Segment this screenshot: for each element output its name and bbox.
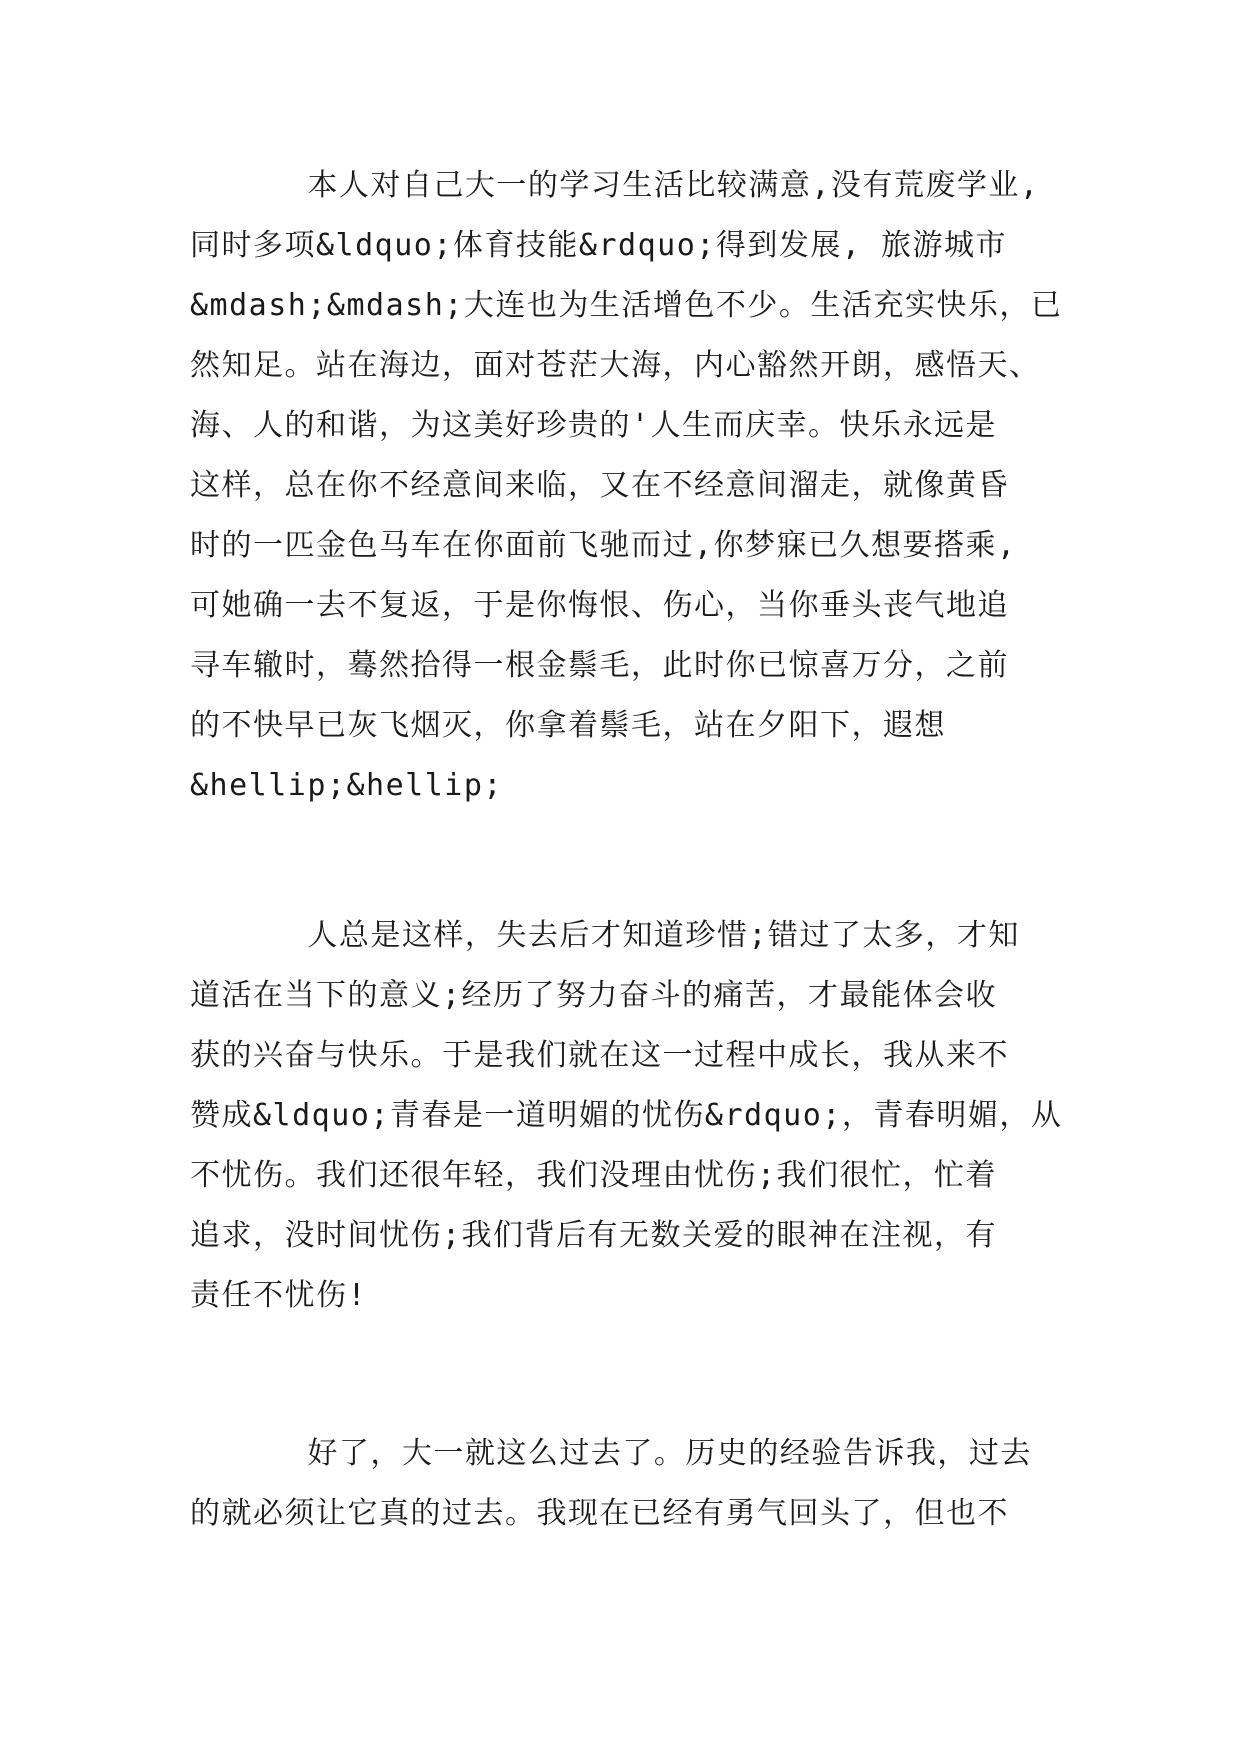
text-line: 的就必须让它真的过去。我现在已经有勇气回头了，但也不 xyxy=(190,1496,1009,1531)
text-line: 获的兴奋与快乐。于是我们就在这一过程中成长，我从来不 xyxy=(190,1038,1009,1073)
paragraph-1 xyxy=(190,156,1063,816)
text-line: 不忧伤。我们还很年轻，我们没理由忧伤;我们很忙，忙着 xyxy=(190,1158,998,1193)
text-line: 海、人的和谐，为这美好珍贵的'人生而庆幸。快乐永远是 xyxy=(190,408,998,443)
text-line: 寻车辙时，蓦然拾得一根金鬃毛，此时你已惊喜万分，之前 xyxy=(190,648,1009,683)
text-line: 这样，总在你不经意间来临，又在不经意间溜走，就像黄昏 xyxy=(190,468,1009,503)
paragraph-2 xyxy=(190,906,1063,1326)
text-line: &mdash;&mdash;大连也为生活增色不少。生活充实快乐，已 xyxy=(190,288,1063,323)
text-line: 好了，大一就这么过去了。历史的经验告诉我，过去 xyxy=(190,1436,1032,1471)
text-line: 本人对自己大一的学习生活比较满意,没有荒废学业, xyxy=(190,168,1040,203)
text-line: 赞成&ldquo;青春是一道明媚的忧伤&rdquo;，青春明媚，从 xyxy=(190,1098,1063,1133)
text-line: 然知足。站在海边，面对苍茫大海，内心豁然开朗，感悟天、 xyxy=(190,348,1041,383)
text-line: 道活在当下的意义;经历了努力奋斗的痛苦，才最能体会收 xyxy=(190,978,998,1013)
text-line: 责任不忧伤! xyxy=(190,1278,368,1313)
text-line: 人总是这样，失去后才知道珍惜;错过了太多，才知 xyxy=(190,918,1020,953)
text-line: 可她确一去不复返，于是你悔恨、伤心，当你垂头丧气地追 xyxy=(190,588,1009,623)
text-line: 同时多项&ldquo;体育技能&rdquo;得到发展, 旅游城市 xyxy=(190,228,1007,263)
text-line: 追求，没时间忧伤;我们背后有无数关爱的眼神在注视，有 xyxy=(190,1218,998,1253)
text-line: &hellip;&hellip; xyxy=(190,768,503,803)
paragraph-3 xyxy=(190,1424,1050,1544)
text-line: 的不快早已灰飞烟灭，你拿着鬃毛，站在夕阳下，遐想 xyxy=(190,708,946,743)
text-line: 时的一匹金色马车在你面前飞驰而过,你梦寐已久想要搭乘, xyxy=(190,528,1017,563)
